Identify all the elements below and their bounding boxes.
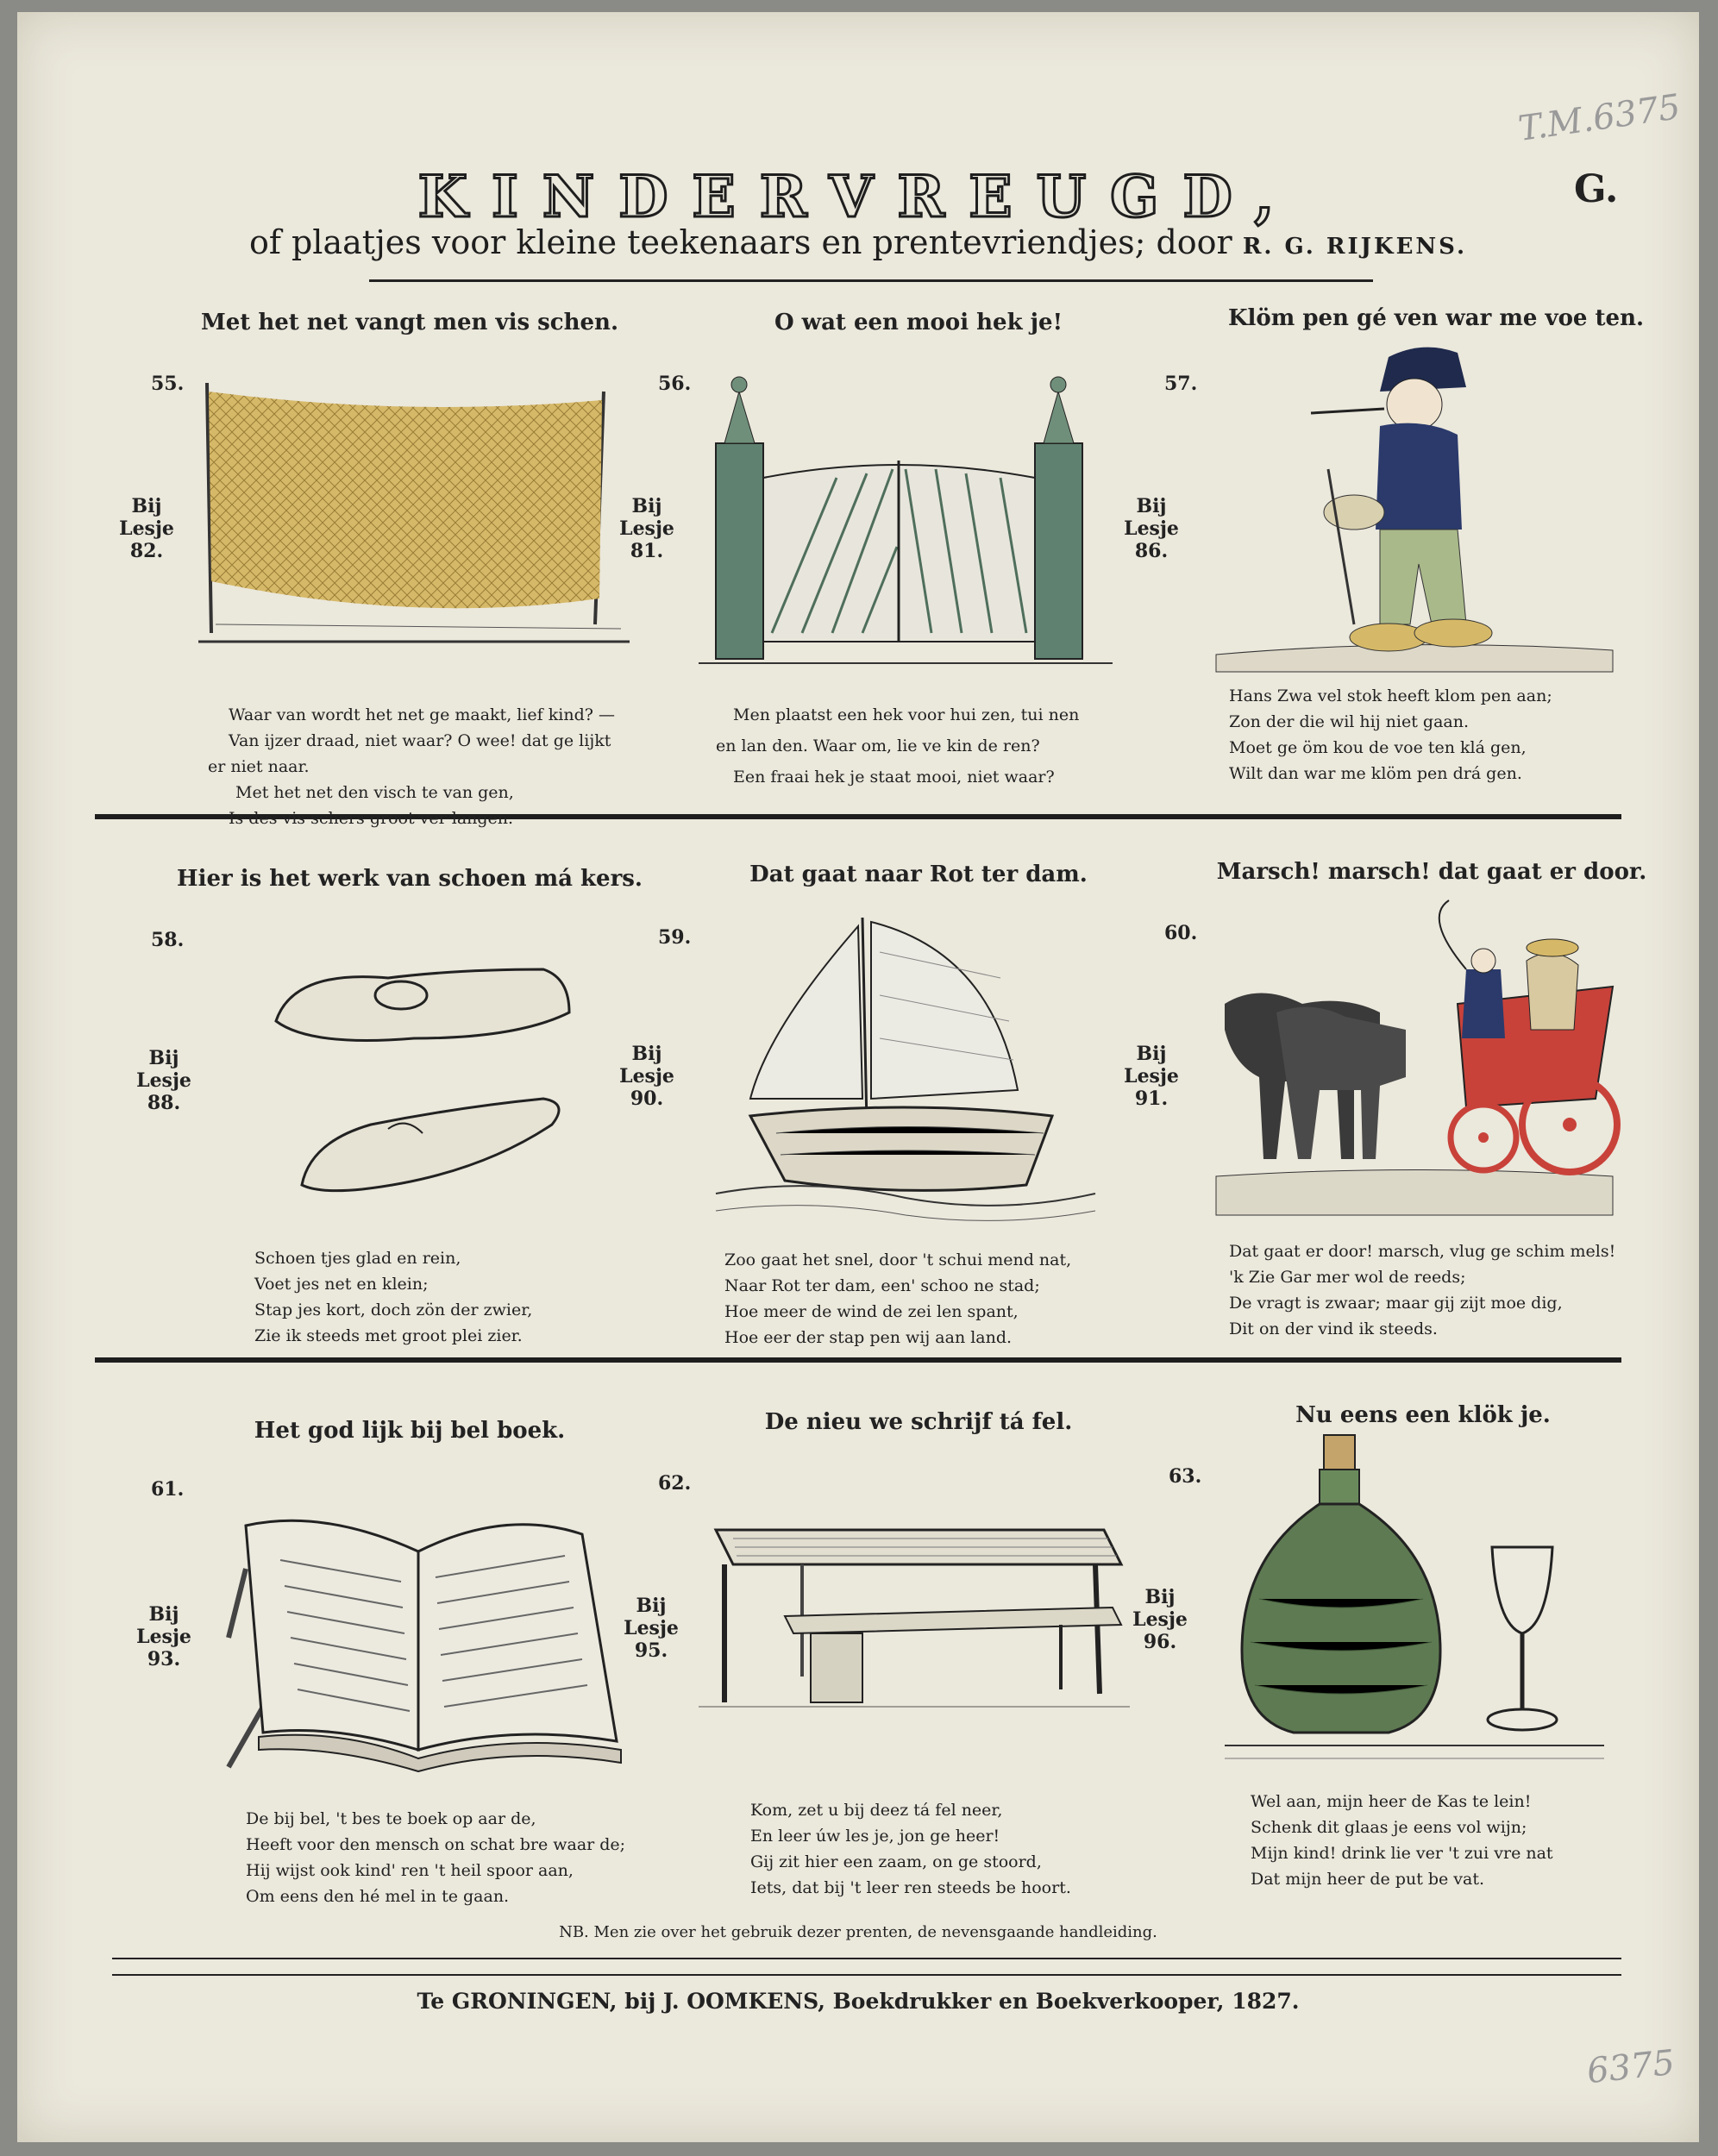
verse-line: Waar van wordt het net ge maakt, lief kind? — [229,705,615,724]
lesson-number: 86. [1134,540,1169,562]
lesson-reference [612,1043,681,1110]
horse-cart-illustration [1207,900,1621,1219]
cell-heading: Dat gaat naar Rot ter dam. [749,862,1088,887]
printer-imprint: Te GRONINGEN, bij J. OOMKENS, Boekdrukker en Boekverkooper, 1827. [417,1989,1300,2014]
lesson-reference [612,495,681,562]
bij-label: Bij [1136,1043,1167,1065]
print-sheet [17,12,1699,2142]
cell-heading: O wat een mooi hek je! [774,310,1063,335]
lesson-number: 81. [630,540,664,562]
lesson-number: 95. [634,1639,668,1662]
lesson-reference [112,495,181,562]
lesson-number: 82. [129,540,164,562]
plate-number: 55. [151,373,185,395]
plate-number: 62. [658,1472,692,1495]
plate-number: 59. [658,926,692,949]
verse-line: Hoe eer der stap pen wij aan land. [724,1328,1013,1347]
cell-heading: De nieu we schrijf tá fel. [764,1409,1073,1435]
page-title: KINDERVREUGD, [417,163,1299,230]
verse-line: Men plaatst een hek voor hui zen, tui nen [733,705,1080,724]
lesje-label: Lesje [1132,1608,1188,1631]
verse-line: Heeft voor den mensch on schat bre waar de; [246,1835,626,1854]
cell-heading: Het god lijk bij bel boek. [254,1418,566,1444]
verse-line: er niet naar. [208,757,310,776]
lesson-reference [129,1047,198,1114]
verse-line: Een fraai hek je staat mooi, niet waar? [733,768,1055,787]
verse-line: De bij bel, 't bes te boek op aar de, [246,1809,536,1828]
lesson-reference [1125,1586,1194,1653]
footer-rule-bottom [112,1974,1621,1976]
lesson-reference [1117,1043,1186,1110]
lesson-number: 93. [147,1648,181,1670]
cell-heading: Nu eens een klök je. [1295,1402,1551,1428]
bij-label: Bij [148,1603,179,1626]
verse-line: Moet ge öm kou de voe ten klá gen, [1229,738,1527,757]
title-rule [369,279,1373,282]
lesje-label: Lesje [619,1065,674,1087]
verse-line: Stap jes kort, doch zön der zwier, [254,1300,533,1319]
verse [750,1797,1071,1901]
verse-line: Naar Rot ter dam, een' schoo ne stad; [724,1276,1040,1295]
bij-label: Bij [1144,1586,1176,1608]
verse-line: Hans Zwa vel stok heeft klom pen aan; [1229,686,1552,705]
bij-label: Bij [1136,495,1167,517]
verse-line: Is des vis schers groot ver langen. [229,809,514,828]
verse [1251,1789,1553,1892]
verse [716,702,1080,790]
verse-line: Iets, dat bij 't leer ren steeds be hoort. [750,1878,1071,1897]
author-name: R. G. RIJKENS. [1242,234,1468,260]
plate-number: 61. [151,1478,185,1501]
lesje-label: Lesje [119,517,174,540]
verse-line: Schoen tjes glad en rein, [254,1249,461,1268]
verse-line: Gij zit hier een zaam, on ge stoord, [750,1852,1042,1871]
shoes-illustration [259,952,604,1194]
bottle-and-glass-illustration [1225,1426,1604,1771]
handwritten-number: 6375 [1584,2042,1677,2092]
verse-line: Hij wijst ook kind' ren 't heil spoor aan, [246,1861,574,1880]
verse [246,1806,625,1909]
verse-line: Kom, zet u bij deez tá fel neer, [750,1801,1003,1820]
fishing-net-illustration [190,366,638,650]
verse [1229,1238,1615,1342]
verse-line: Zon der die wil hij niet gaan. [1229,712,1469,731]
bij-label: Bij [131,495,162,517]
plate-number: 57. [1164,373,1198,395]
lesson-number: 90. [630,1087,664,1110]
verse-line: Zie ik steeds met groot plei zier. [254,1326,523,1345]
subtitle-text: of plaatjes voor kleine teekenaars en prentevriendjes; door [248,223,1232,261]
garden-gate-illustration [690,348,1121,676]
bij-label: Bij [631,1043,662,1065]
row-divider-2 [95,1357,1621,1363]
verse-line: En leer úw les je, jon ge heer! [750,1827,1000,1846]
bij-label: Bij [636,1595,667,1617]
sailing-boat-illustration [716,900,1095,1228]
lesson-number: 91. [1134,1087,1169,1110]
verse-line: Zoo gaat het snel, door 't schui mend nat, [724,1250,1072,1269]
lesson-reference [617,1595,686,1662]
verse-line: Hoe meer de wind de zei len spant, [724,1302,1019,1321]
plate-number: 63. [1169,1465,1202,1488]
verse-line: Om eens den hé mel in te gaan. [246,1887,510,1906]
verse-line: Voet jes net en klein; [254,1275,429,1294]
plate-number: 60. [1164,922,1198,944]
cell-heading: Klöm pen gé ven war me voe ten. [1227,305,1645,331]
verse-line: De vragt is zwaar; maar gij zijt moe dig, [1229,1294,1563,1313]
lesje-label: Lesje [624,1617,679,1639]
lesson-reference [129,1603,198,1670]
footer-rule-top [112,1958,1621,1959]
verse-line: 'k Zie Gar mer wol de reeds; [1229,1268,1466,1287]
verse [208,702,615,831]
lesson-reference [1117,495,1186,562]
lesje-label: Lesje [1124,517,1179,540]
verse-line: Wel aan, mijn heer de Kas te lein! [1251,1792,1532,1811]
verse [254,1245,532,1349]
verse-line: Wilt dan war me klöm pen drá gen. [1229,764,1522,783]
lesje-label: Lesje [136,1069,191,1092]
verse-line: Mijn kind! drink lie ver 't zui vre nat [1251,1844,1553,1863]
verse-line: Van ijzer draad, niet waar? O wee! dat ge lijkt [229,731,611,750]
cell-heading: Hier is het werk van schoen má kers. [177,866,643,892]
series-letter: G. [1574,167,1619,211]
verse-line: Dat mijn heer de put be vat. [1251,1870,1485,1889]
page-subtitle [17,223,1699,261]
bij-label: Bij [148,1047,179,1069]
lesson-number: 96. [1143,1631,1177,1653]
verse [724,1247,1071,1351]
cell-heading: Met het net vangt men vis schen. [200,310,619,335]
lesje-label: Lesje [619,517,674,540]
plate-number: 56. [658,373,692,395]
plate-number: 58. [151,929,185,951]
verse-line: Dit on der vind ik steeds. [1229,1319,1438,1338]
verse [1229,683,1552,787]
man-in-clogs-illustration [1207,340,1621,676]
handwritten-inventory-number: T.M.6375 [1515,87,1684,149]
open-bible-illustration [211,1500,634,1776]
writing-table-illustration [699,1513,1130,1720]
usage-note: NB. Men zie over het gebruik dezer prenten, de nevensgaande handleiding. [559,1923,1157,1941]
verse-line: Met het net den visch te van gen, [235,783,514,802]
lesje-label: Lesje [1124,1065,1179,1087]
verse-line: Schenk dit glaas je eens vol wijn; [1251,1818,1527,1837]
bij-label: Bij [631,495,662,517]
verse-line: en lan den. Waar om, lie ve kin de ren? [716,736,1040,755]
lesje-label: Lesje [136,1626,191,1648]
lesson-number: 88. [147,1092,181,1114]
verse-line: Dat gaat er door! marsch, vlug ge schim mels! [1229,1242,1616,1261]
cell-heading: Marsch! marsch! dat gaat er door. [1216,859,1647,885]
